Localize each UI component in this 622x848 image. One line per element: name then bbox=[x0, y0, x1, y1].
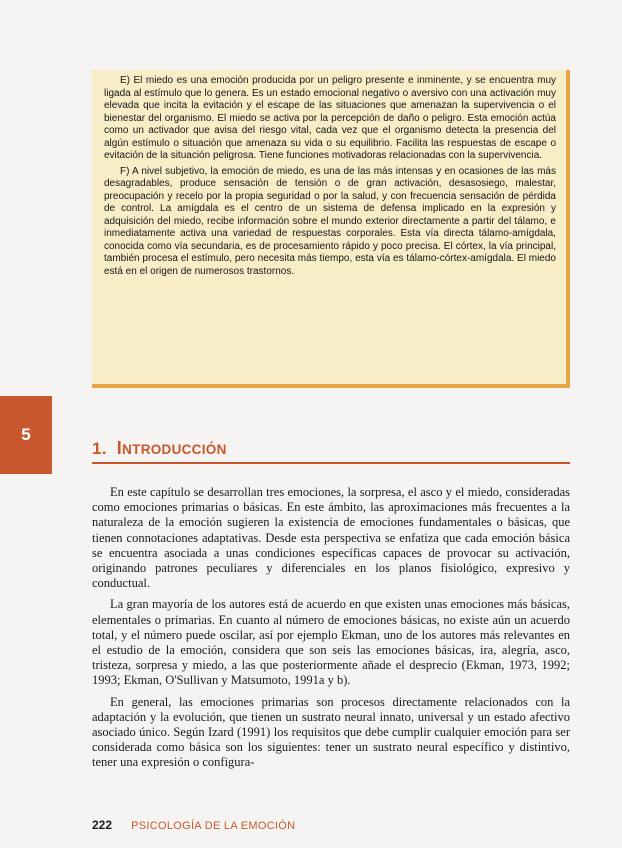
section-title-rest: NTRODUCCIÓN bbox=[122, 442, 227, 457]
callout-paragraph: F) A nivel subjetivo, la emoción de miedo, es una de las más intensas y en ocasiones de las más desagradables, produce sensación de tensión o de gran activación, desasosiego, malestar, preocupación y recelo por la propia seguridad o por la salud, y con frecuencia sensación de pérdida de control. La amígdala es el centro de un sistema de defensa implicado en la expresión y adquisición del miedo, recibe información sobre el mundo exterior directamente a partir del tálamo, e inmediatamente activa una variedad de respuestas corporales. Esta vía directa tálamo-amígdala, conocida como vía secundaria, es de procesamiento rápido y poco precisa. El córtex, la vía principal, también procesa el estímulo, pero necesita más tiempo, esta vía es tálamo-córtex-amígdala. El miedo está en el origen de numerosos trastornos. bbox=[104, 165, 556, 277]
body-text bbox=[92, 485, 570, 777]
section-heading bbox=[92, 438, 570, 459]
body-paragraph: En este capítulo se desarrollan tres emociones, la sorpresa, el asco y el miedo, consideradas como emociones primarias o básicas. En este ámbito, las aproximaciones más frecuentes a la naturaleza de la emoción sugieren la existencia de emociones fundamentales o básicas, que tienen connotaciones adaptativas. Desde esta perspectiva se enfatiza que cada emoción básica se encuentra asociada a unas condiciones específicas capaces de provocar su activación, originando patrones peculiares y diferenciales en los planos fisiológico, expresivo y conductual. bbox=[92, 485, 570, 591]
body-paragraph: La gran mayoría de los autores está de acuerdo en que existen unas emociones más básicas, elementales o primarias. En cuanto al número de emociones básicas, no existe aún un acuerdo total, y el número puede oscilar, así por ejemplo Ekman, uno de los autores más relevantes en el estudio de la emoción, considera que son seis las emociones básicas, ira, alegría, asco, tristeza, sorpresa y miedo, a las que posteriormente añade el desprecio (Ekman, 1973, 1992; 1993; Ekman, O'Sullivan y Matsumoto, 1991a y b). bbox=[92, 597, 570, 688]
section-title-initial: I bbox=[116, 438, 123, 458]
page-footer bbox=[92, 818, 295, 832]
callout-box bbox=[92, 70, 570, 388]
page-number: 222 bbox=[92, 818, 113, 832]
body-paragraph: En general, las emociones primarias son procesos directamente relacionados con la adaptación y la evolución, que tienen un sustrato neural innato, universal y un estado afectivo asociado único. Según Izard (1991) los requisitos que debe cumplir cualquier emoción para ser considerada como básica son los siguientes: tener un sustrato neural específico y distintivo, tener una expresión o configura- bbox=[92, 694, 570, 770]
running-title: PSICOLOGÍA DE LA EMOCIÓN bbox=[131, 820, 296, 832]
callout-paragraph: E) El miedo es una emoción producida por un peligro presente e inminente, y se encuentra muy ligada al estímulo que lo genera. Es un estado emocional negativo o aversivo con una activación muy elevada que incita la evitación y el escape de las situaciones que amenazan la supervivencia o el bienestar del organismo. El miedo se activa por la percepción de daño o peligro. Esta emoción actúa como un activador que avisa del riesgo vital, cada vez que el organismo detecta la presencia del algún estímulo o situación que amenaza su vida o su equilibrio. Facilita las respuestas de escape o evitación de la situación peligrosa. Tiene funciones motivadoras relacionadas con la supervivencia. bbox=[104, 75, 556, 161]
heading-divider bbox=[92, 462, 570, 464]
section-number: 1. bbox=[92, 439, 107, 458]
chapter-tab: 5 bbox=[0, 396, 52, 474]
